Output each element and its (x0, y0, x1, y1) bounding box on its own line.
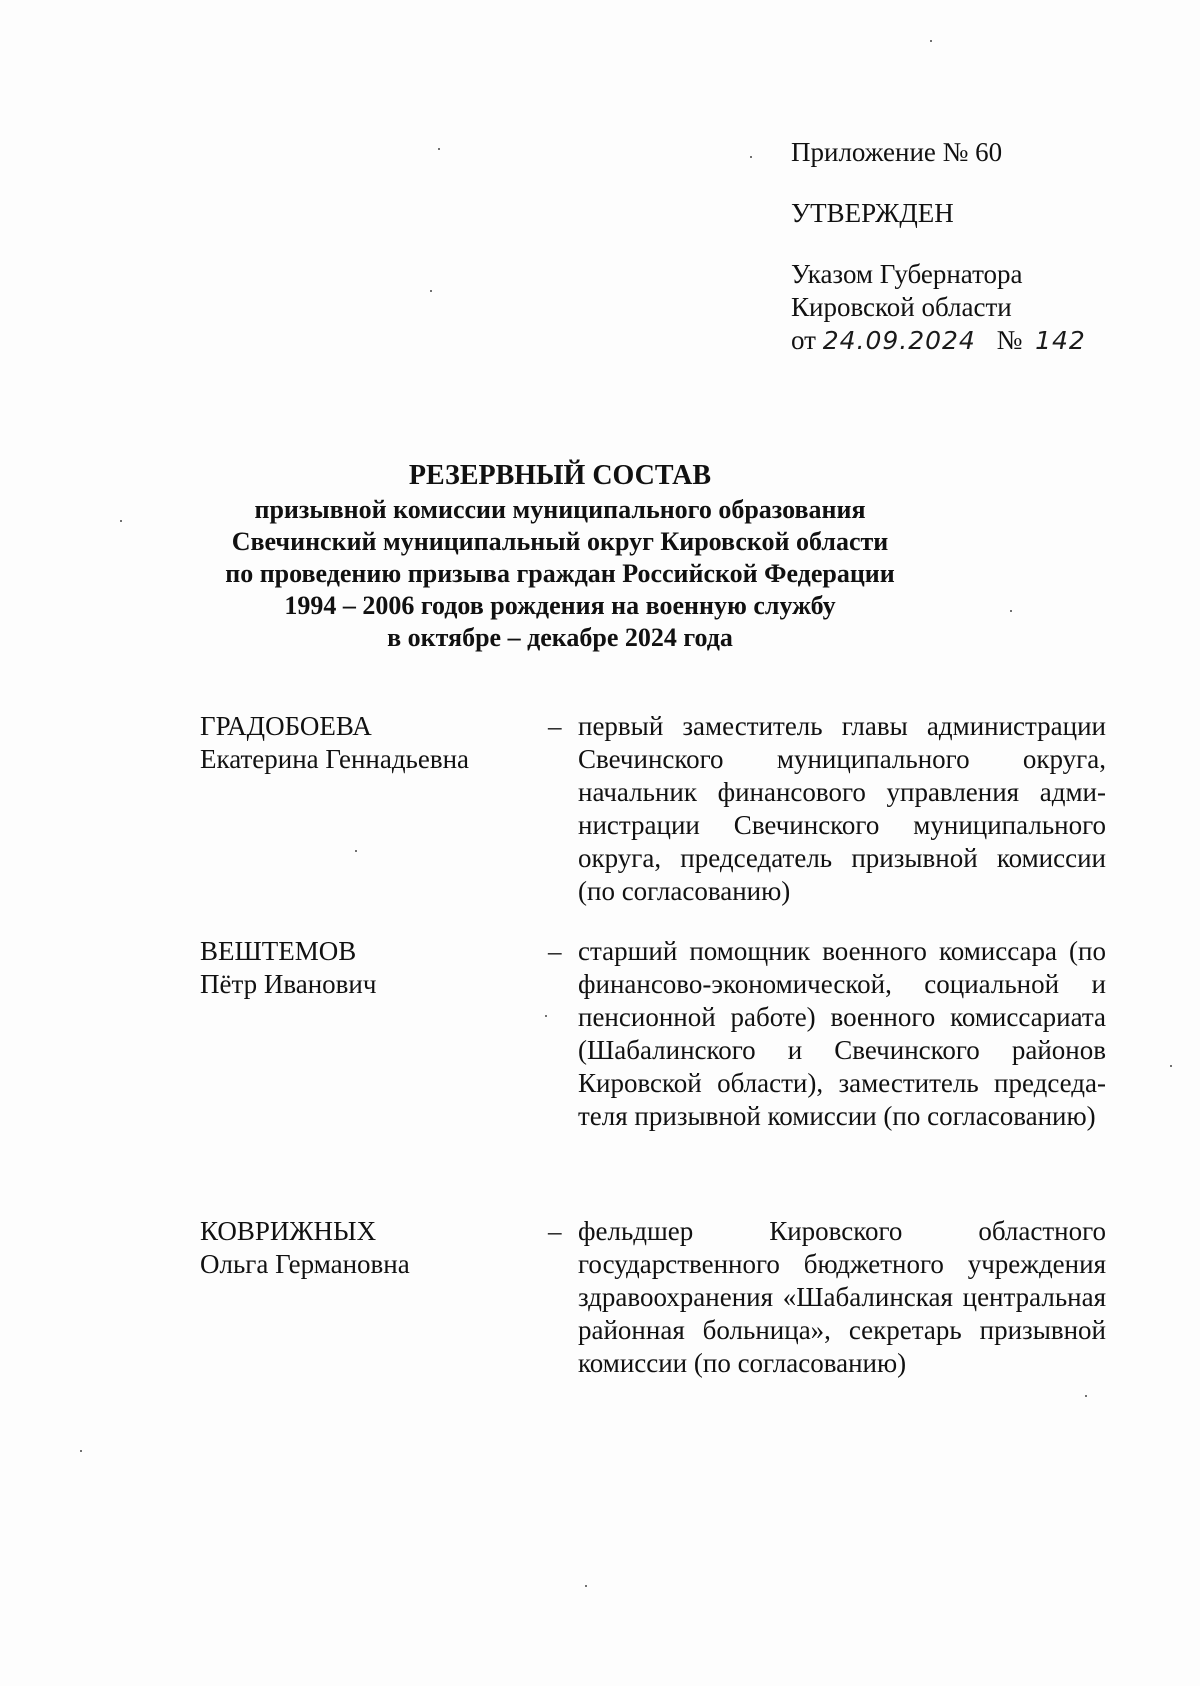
member-surname: ВЕШТЕМОВ (200, 936, 357, 966)
scan-speck (438, 148, 440, 150)
scan-speck (750, 156, 752, 158)
title-line: по проведению призыва граждан Российской Федерации (225, 559, 895, 588)
member-name (200, 1215, 530, 1281)
title-line: призывной комиссии муниципального образования (254, 495, 866, 524)
approved-label: УТВЕРЖДЕН (791, 198, 954, 228)
member-dash: – (548, 711, 562, 741)
scan-speck (585, 1585, 587, 1587)
document-title (150, 460, 970, 654)
decree-line-1: Указом Губернатора (791, 259, 1023, 289)
handwritten-date: 24.09.2024 (822, 326, 976, 355)
member-given-names: Екатерина Геннадьевна (200, 744, 470, 774)
member-given-names: Ольга Германовна (200, 1249, 410, 1279)
scan-speck (430, 290, 432, 292)
title-line: в октябре – декабре 2024 года (387, 623, 733, 652)
decree-line-2: Кировской области (791, 292, 1012, 322)
approval-block (791, 136, 1151, 357)
member-name (200, 935, 530, 1001)
scan-speck (80, 1450, 82, 1452)
member-description: первый заместитель главы администрации Свечинского муниципального округа, начальник финансового управления администрации Свечинского муниципального округа, председатель призывной комиссии (по согласованию) (578, 711, 1106, 906)
number-prefix: № (996, 325, 1023, 355)
scan-speck (120, 520, 122, 522)
handwritten-number: 142 (1035, 326, 1086, 355)
scan-speck (1010, 610, 1012, 612)
member-dash: – (548, 1216, 562, 1246)
scan-speck (1170, 1065, 1172, 1067)
appendix-number: Приложение № 60 (791, 137, 1003, 167)
date-prefix: от (791, 325, 816, 355)
decree-date-line (791, 324, 1151, 357)
title-line: 1994 – 2006 годов рождения на военную службу (284, 591, 836, 620)
member-dash: – (548, 936, 562, 966)
member-name (200, 710, 530, 776)
title-line: Свечинский муниципальный округ Кировской области (231, 527, 889, 556)
member-given-names: Пётр Иванович (200, 969, 377, 999)
member-description: старший помощник военного комиссара (по финансово-экономической, социальной и пенсионной работе) военного комиссариата (Шабалинского и Свечинского районов Кировской области), заместитель председателя призывной комиссии (по согласованию) (578, 936, 1106, 1131)
scan-speck (930, 40, 932, 42)
scan-speck (1085, 1395, 1087, 1397)
member-surname: ГРАДОБОЕВА (200, 711, 372, 741)
member-surname: КОВРИЖНЫХ (200, 1216, 377, 1246)
member-description: фельдшер Кировского областного государственного бюджетного учреждения здравоохранения «Шабалинская центральная районная больница», секретарь призывной комиссии (по согласованию) (578, 1216, 1106, 1378)
scan-speck (355, 850, 357, 852)
title-main: РЕЗЕРВНЫЙ СОСТАВ (408, 460, 712, 491)
scan-speck (545, 1015, 547, 1017)
